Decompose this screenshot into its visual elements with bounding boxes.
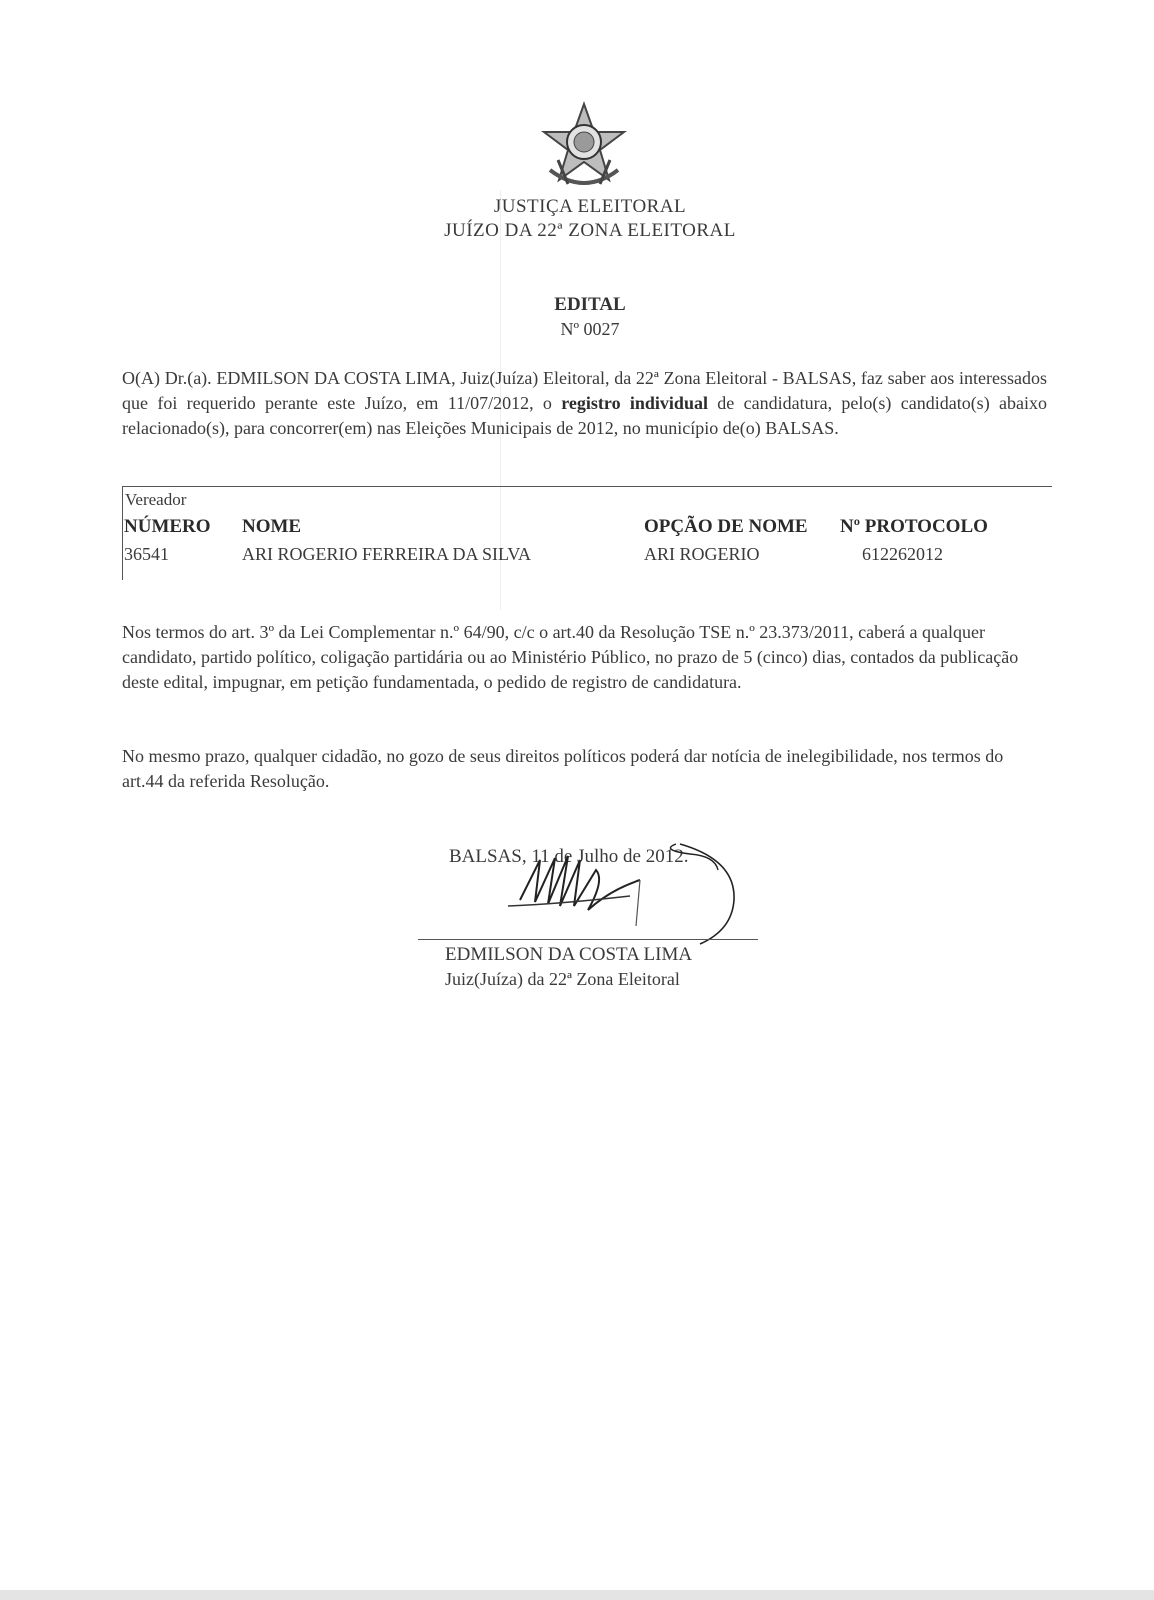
edital-number: Nº 0027 (560, 319, 620, 339)
table-cell-nome: ARI ROGERIO FERREIRA DA SILVA (242, 544, 532, 564)
intro-text-after: de candidatura, pelo(s) candidato(s) abaixo relacionado(s), para concorrer(em) nas Eleições Municipais de 2012, no município de(o) BALSAS. (122, 393, 1047, 438)
table-cell-numero: 36541 (124, 544, 169, 564)
table-header-opcao: OPÇÃO DE NOME (644, 516, 808, 537)
notice-paragraph: No mesmo prazo, qualquer cidadão, no gozo de seus direitos políticos poderá dar notícia de inelegibilidade, nos termos do art.44 da referida Resolução. (122, 746, 1004, 791)
intro-text-bold: registro individual (561, 393, 708, 413)
signer-name: EDMILSON DA COSTA LIMA (445, 944, 693, 965)
coat-of-arms-icon (538, 100, 630, 192)
intro-paragraph (122, 366, 1047, 441)
table-cell-protocolo: 612262012 (862, 544, 943, 564)
table-header-protocolo: Nº PROTOCOLO (840, 516, 988, 537)
intro-text-before: O(A) Dr.(a). EDMILSON DA COSTA LIMA, Juiz(Juíza) Eleitoral, da 22ª Zona Eleitoral - BALSAS, faz saber aos interessados que foi requerido perante este Juízo, em 11/07/2012, o (122, 368, 1047, 413)
header-line-1: JUSTIÇA ELEITORAL (493, 196, 687, 217)
table-cell-opcao: ARI ROGERIO (644, 544, 760, 564)
candidate-table (122, 486, 1052, 576)
table-top-border (122, 486, 1052, 487)
edital-title: EDITAL (554, 294, 626, 315)
place-date: BALSAS, 11 de Julho de 2012. (449, 846, 689, 867)
table-section-label: Vereador (125, 490, 187, 509)
signature-line (418, 939, 758, 940)
table-left-border (122, 486, 123, 580)
handwritten-signature (500, 840, 760, 950)
table-header-nome: NOME (242, 516, 302, 537)
scan-border (0, 1590, 1154, 1600)
legal-paragraph: Nos termos do art. 3º da Lei Complementar n.º 64/90, c/c o art.40 da Resolução TSE n.º 23.373/2011, caberá a qualquer candidato, partido político, coligação partidária ou ao Ministério Público, no prazo de 5 (cinco) dias, contados da publicação deste edital, impugnar, em petição fundamentada, o pedido de registro de candidatura. (122, 622, 1019, 692)
signer-role: Juiz(Juíza) da 22ª Zona Eleitoral (445, 969, 680, 989)
header-line-2: JUÍZO DA 22ª ZONA ELEITORAL (444, 220, 736, 241)
table-header-numero: NÚMERO (124, 516, 211, 537)
